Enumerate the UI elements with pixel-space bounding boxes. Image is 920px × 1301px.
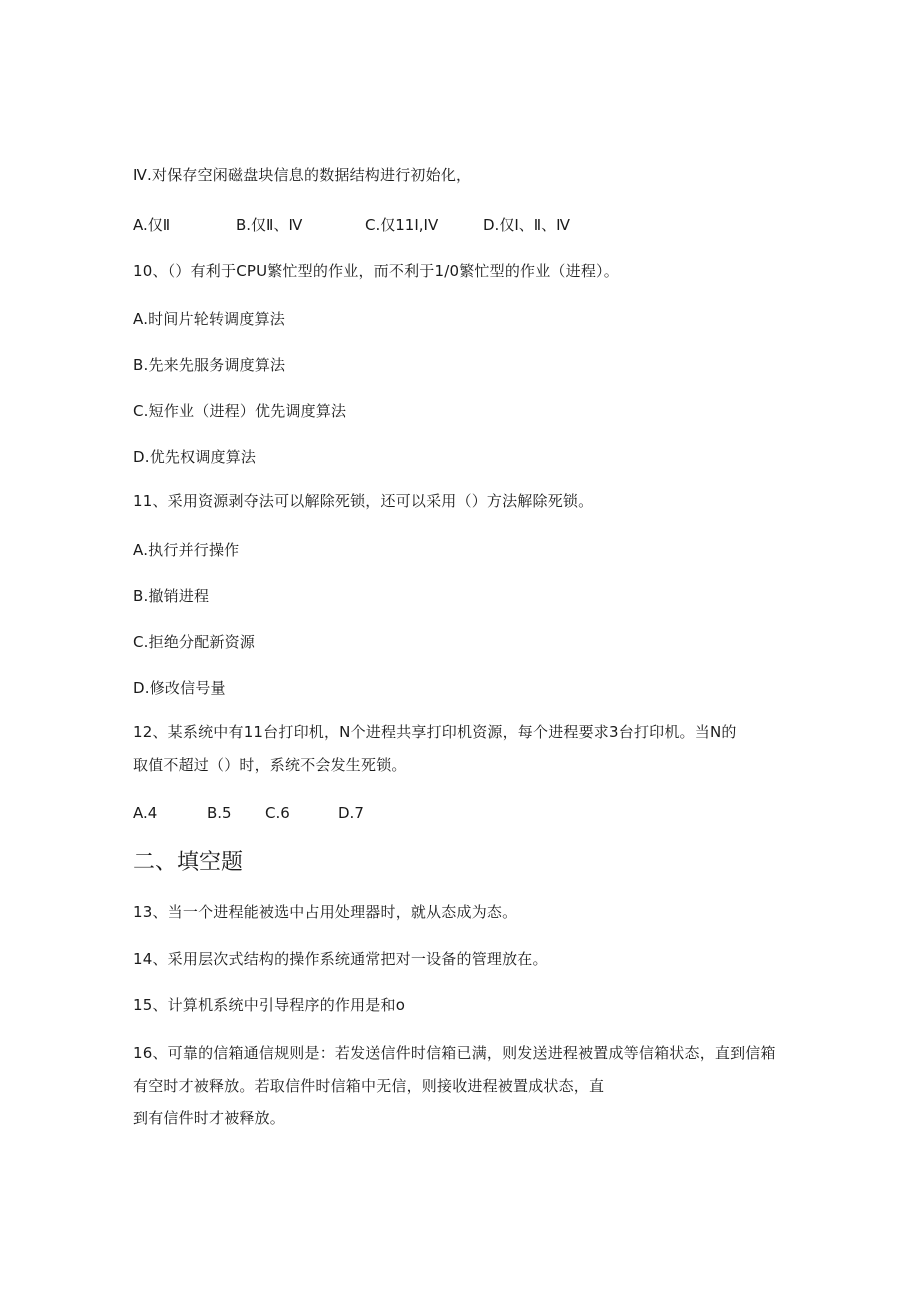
q12-option-b: B.5 <box>207 804 232 822</box>
question-12-line-1: 12、某系统中有11台打印机，N个进程共享打印机资源，每个进程要求3台打印机。当N的 <box>133 723 737 741</box>
q11-option-b: B.撤销进程 <box>133 587 210 605</box>
question-14: 14、采用层次式结构的操作系统通常把对一设备的管理放在。 <box>133 950 548 968</box>
q9-item-iv: Ⅳ.对保存空闲磁盘块信息的数据结构进行初始化， <box>133 166 472 184</box>
question-16-line-1: 16、可靠的信箱通信规则是：若发送信件时信箱已满，则发送进程被置成等信箱状态，直到信箱 <box>133 1044 776 1062</box>
section-heading: 二、填空题 <box>133 850 244 875</box>
q11-option-d: D.修改信号量 <box>133 679 226 697</box>
q9-option-b: B.仅Ⅱ、Ⅳ <box>236 216 303 234</box>
question-16-line-3: 到有信件时才被释放。 <box>133 1109 286 1127</box>
q9-option-a: A.仅Ⅱ <box>133 216 171 234</box>
question-13: 13、当一个进程能被选中占用处理器时，就从态成为态。 <box>133 903 518 921</box>
question-10: 10、（）有利于CPU繁忙型的作业，而不利于1/0繁忙型的作业（进程）。 <box>133 262 619 280</box>
question-12-line-2: 取值不超过（）时，系统不会发生死锁。 <box>133 756 407 774</box>
question-16-line-2: 有空时才被释放。若取信件时信箱中无信，则接收进程被置成状态，直 <box>133 1077 605 1095</box>
q9-option-d: D.仅Ⅰ、Ⅱ、Ⅳ <box>483 216 570 234</box>
q9-option-c: C.仅11I,IV <box>365 216 439 234</box>
q12-option-a: A.4 <box>133 804 158 822</box>
q12-option-d: D.7 <box>338 804 364 822</box>
question-15: 15、计算机系统中引导程序的作用是和o <box>133 996 406 1014</box>
q10-option-a: A.时间片轮转调度算法 <box>133 310 285 328</box>
q10-option-d: D.优先权调度算法 <box>133 448 257 466</box>
q10-option-c: C.短作业（进程）优先调度算法 <box>133 402 347 420</box>
q10-option-b: B.先来先服务调度算法 <box>133 356 286 374</box>
q12-option-c: C.6 <box>265 804 290 822</box>
q11-option-c: C.拒绝分配新资源 <box>133 633 256 651</box>
question-11: 11、采用资源剥夺法可以解除死锁，还可以采用（）方法解除死锁。 <box>133 492 594 510</box>
q11-option-a: A.执行并行操作 <box>133 541 240 559</box>
